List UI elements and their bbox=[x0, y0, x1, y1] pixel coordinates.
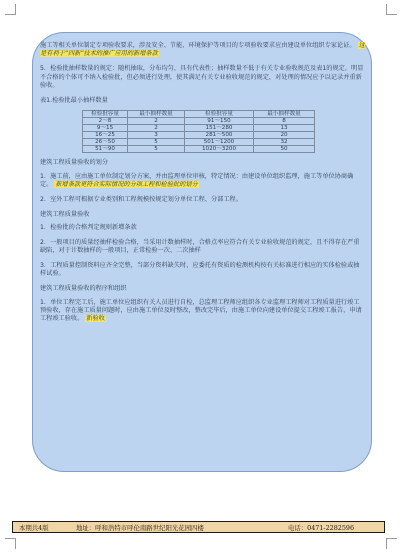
table-cell: 1020～3200 bbox=[185, 146, 254, 153]
highlight-note: 这是有利于“四新”技术的推广应用的新增条款 bbox=[40, 42, 365, 58]
paragraph bbox=[40, 173, 365, 190]
table-row bbox=[83, 125, 315, 132]
section-heading: 建筑工程质量验收 bbox=[40, 210, 90, 218]
table-header-row bbox=[83, 111, 315, 118]
table-header: 最小抽样数量 bbox=[254, 111, 315, 118]
table-cell: 5 bbox=[128, 139, 185, 146]
paragraph-text: 1．施工前，应由施工单位制定划分方案，并由监理单位审核，特定情况：由建设单位组织监理，施工等单位协商确定。 bbox=[40, 172, 354, 188]
table-cell: 151～280 bbox=[185, 125, 254, 132]
section-heading: 建筑工程质量验收的划分 bbox=[40, 159, 109, 167]
table-cell: 2～8 bbox=[83, 118, 128, 125]
table-cell: 8 bbox=[254, 118, 315, 125]
crop-mark-bottom-right bbox=[386, 538, 397, 549]
article-body bbox=[40, 42, 365, 330]
table-row bbox=[83, 146, 315, 153]
table-cell: 3 bbox=[128, 132, 185, 139]
table-cell: 9～15 bbox=[83, 125, 128, 132]
paragraph: 5．检验批抽样数量的规定：随机抽取，分布均匀，具有代表性；抽样数量不低于有关专业验收规范及表1的规定，明显不合格的个体可不纳入检验批，但必须进行处理，使其满足有关专业验收规范的规定，对处理的情况应予以记录并重新验收。 bbox=[40, 65, 364, 89]
table-cell: 32 bbox=[254, 139, 315, 146]
crop-mark-bottom-left bbox=[5, 538, 16, 549]
table-cell: 16～25 bbox=[83, 132, 128, 139]
highlight-note: 新验收 bbox=[86, 315, 105, 323]
paragraph-text: 1．单位工程完工后，施工单位应组织有关人员进行自检，总监理工程师应组织各专业监理工程师对工程质量进行竣工预验收，存在施工质量问题时，应由施工单位及时整改，整改完毕后，由施工单位向建设单位提交工程竣工报告，申请工程竣工验收。 bbox=[40, 298, 362, 323]
table-caption: 表1.检验批最小抽样数量 bbox=[40, 96, 108, 104]
table-cell: 2 bbox=[128, 118, 185, 125]
paragraph: 2．室外工程可根据专业类别和工程规模按规定划分单位工程、分部工程。 bbox=[40, 195, 242, 203]
highlight-note: 新增条款更符合实际情况的分项工程和检验批的划分 bbox=[55, 180, 198, 188]
table-row bbox=[83, 132, 315, 139]
section-heading: 建筑工程质量验收的程序和组织 bbox=[40, 285, 127, 293]
table-header: 检验批容量 bbox=[185, 111, 254, 118]
paragraph-text: 施工等相关单位制定专项验收要求，涉及安全、节能、环境保护等项目的专项验收要求应由建设单位组织专家论证。 bbox=[40, 42, 356, 49]
table-cell: 5 bbox=[128, 146, 185, 153]
footer-address: 地址：呼和浩特市呼伦南路世纪阳光花园四楼 bbox=[76, 523, 204, 532]
sampling-table bbox=[82, 110, 315, 153]
table-row bbox=[83, 118, 315, 125]
table-cell: 51～90 bbox=[83, 146, 128, 153]
table-cell: 26～50 bbox=[83, 139, 128, 146]
footer-phone: 电话：0471-2282596 bbox=[288, 523, 355, 532]
paragraph: 1．检验批的合格判定规则新增条款 bbox=[40, 223, 137, 231]
paragraph: 3．工程质量控制资料应齐全完整，当部分资料缺失时，应委托有资质的检测机构按有关标准进行相应的实体检验或抽样试验。 bbox=[40, 262, 360, 278]
table-cell: 13 bbox=[254, 125, 315, 132]
table-cell: 281～500 bbox=[185, 132, 254, 139]
footer-issue: 本期共4版 bbox=[19, 523, 49, 532]
table-cell: 91～150 bbox=[185, 118, 254, 125]
table-row bbox=[83, 139, 315, 146]
crop-mark-top-right bbox=[386, 4, 397, 15]
table-cell: 50 bbox=[254, 146, 315, 153]
table-cell: 501～1200 bbox=[185, 139, 254, 146]
table-header: 最小抽样数量 bbox=[128, 111, 185, 118]
paragraph: 2．一般项目的质量经抽样检验合格，当采用计数抽样时，合格点率应符合有关专业验收规范的规定，且不得存在严重缺陷，对于计数抽样的一般项目，正常检验一次、二次抽样 bbox=[40, 238, 360, 255]
paragraph bbox=[40, 42, 365, 59]
table-cell: 2 bbox=[128, 125, 185, 132]
table-header: 检验批容量 bbox=[83, 111, 128, 118]
paragraph bbox=[40, 299, 365, 324]
table-cell: 20 bbox=[254, 132, 315, 139]
crop-mark-top-left bbox=[5, 4, 16, 15]
footer-bar bbox=[12, 521, 385, 533]
